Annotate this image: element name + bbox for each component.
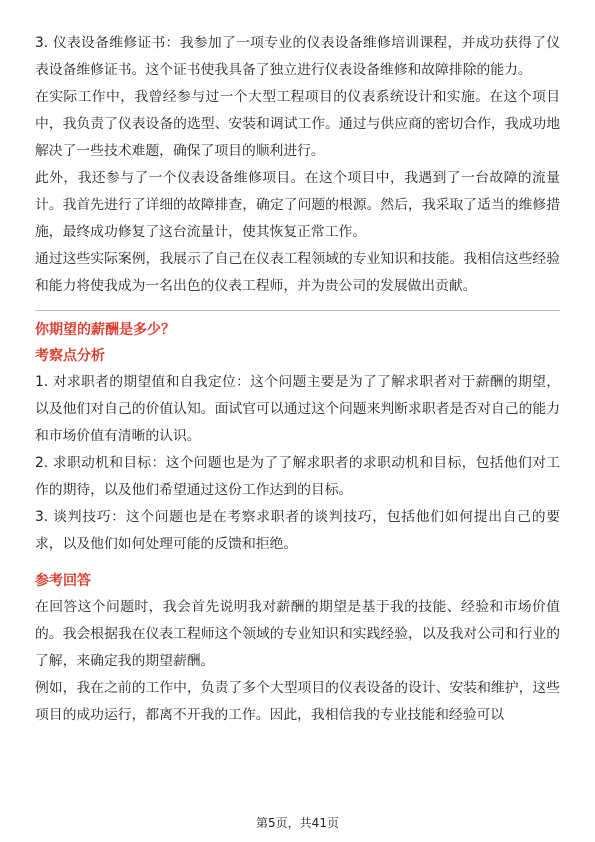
body-paragraph: 3. 仪表设备维修证书：我参加了一项专业的仪表设备维修培训课程，并成功获得了仪表设备维修证书。这个证书使我具备了独立进行仪表设备维修和故障排除的能力。 (35, 35, 560, 78)
analysis-item: 3. 谈判技巧：这个问题也是在考察求职者的谈判技巧，包括他们如何提出自己的要求，以及他们如何处理可能的反馈和拒绝。 (35, 509, 560, 552)
reference-paragraph: 在回答这个问题时，我会首先说明我对薪酬的期望是基于我的技能、经验和市场价值的。我会根据我在仪表工程师这个领域的专业知识和实践经验，以及我对公司和行业的了解，来确定我的期望薪酬。 (35, 599, 560, 669)
body-paragraph: 通过这些实际案例，我展示了自己在仪表工程领域的专业知识和技能。我相信这些经验和能力将使我成为一名出色的仪表工程师，并为贵公司的发展做出贡献。 (35, 251, 560, 294)
body-paragraph: 在实际工作中，我曾经参与过一个大型工程项目的仪表系统设计和实施。在这个项目中，我负责了仪表设备的选型、安装和调试工作。通过与供应商的密切合作，我成功地解决了一些技术难题，确保了项目的顺利进行。 (35, 89, 560, 159)
reference-paragraph: 例如，我在之前的工作中，负责了多个大型项目的仪表设备的设计、安装和维护，这些项目的成功运行，都离不开我的工作。因此，我相信我的专业技能和经验可以 (35, 680, 560, 723)
analysis-item: 2. 求职动机和目标：这个问题也是为了了解求职者的求职动机和目标，包括他们对工作的期待，以及他们希望通过这份工作达到的目标。 (35, 455, 560, 498)
analysis-heading: 考察点分析 (35, 348, 105, 364)
reference-heading: 参考回答 (35, 573, 91, 589)
document-page (35, 30, 560, 729)
question-title: 你期望的薪酬是多少？ (35, 322, 175, 338)
analysis-item: 1. 对求职者的期望值和自我定位：这个问题主要是为了了解求职者对于薪酬的期望，以及他们对自己的价值认知。面试官可以通过这个问题来判断求职者是否对自己的能力和市场价值有清晰的认识。 (35, 374, 560, 444)
page-number: 第5页，共41页 (256, 816, 339, 830)
body-paragraph: 此外，我还参与了一个仪表设备维修项目。在这个项目中，我遇到了一台故障的流量计。我首先进行了详细的故障排查，确定了问题的根源。然后，我采取了适当的维修措施，最终成功修复了这台流量计，使其恢复正常工作。 (35, 170, 560, 240)
section-divider (35, 310, 560, 311)
